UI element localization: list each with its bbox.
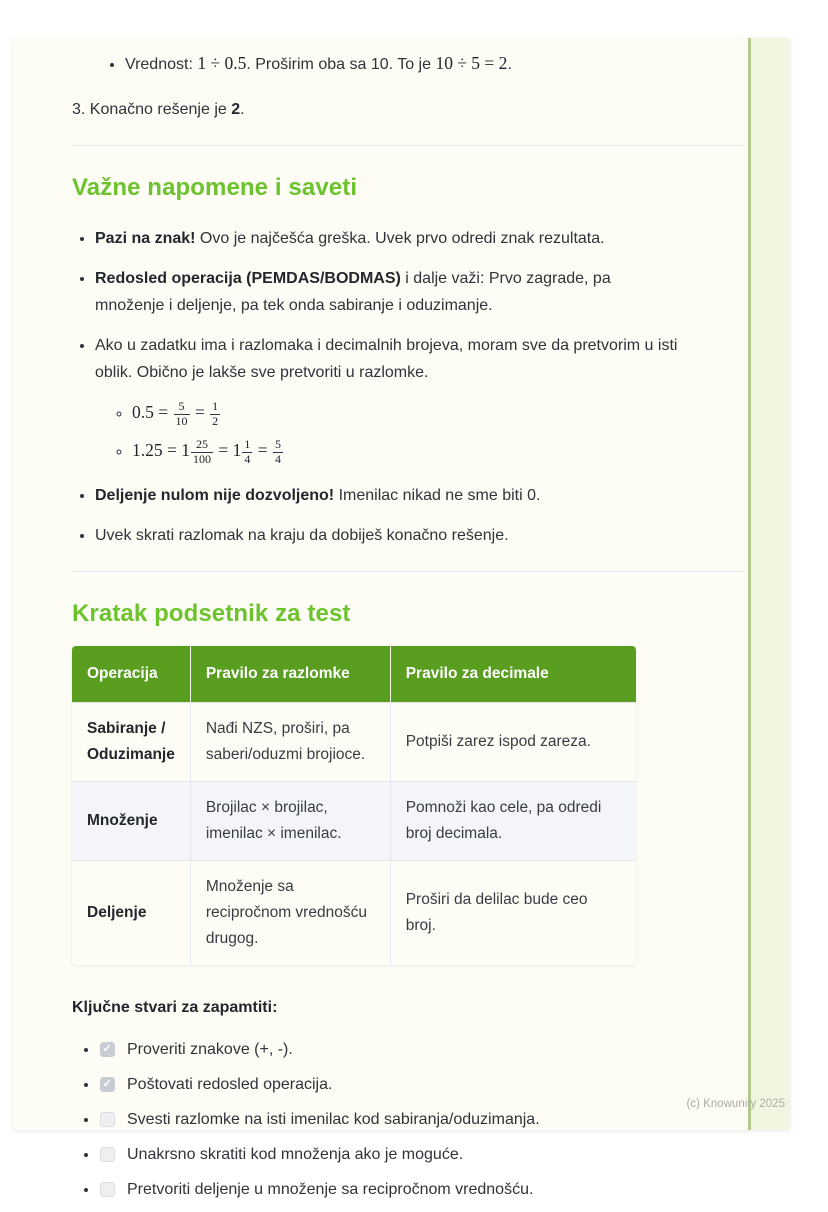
math-part: = 1: [214, 440, 242, 460]
list-item: [95, 225, 680, 252]
math-expression: [132, 399, 221, 428]
tip-bold: Deljenje nulom nije dozvoljeno!: [95, 487, 335, 504]
tip-text: Uvek skrati razlomak na kraju da dobiješ konačno rešenje.: [95, 527, 509, 544]
math-expression: 1 ÷ 0.5: [197, 53, 247, 73]
intro-text-mid: . Proširim oba sa 10. To je: [246, 56, 436, 73]
final-solution-pre: 3. Konačno rešenje je: [72, 101, 232, 118]
table-cell: Potpiši zarez ispod zareza.: [390, 703, 636, 782]
checkbox-unchecked-icon[interactable]: [100, 1182, 115, 1197]
math-expression: [132, 437, 284, 466]
final-solution-line: [72, 97, 745, 123]
page-edge-strip: [748, 38, 790, 1130]
intro-text-pre: Vrednost:: [125, 56, 198, 73]
table-cell: Brojilac × brojilac, imenilac × imenilac.: [190, 782, 390, 861]
fraction: [191, 438, 213, 466]
document-page: [13, 38, 790, 1198]
list-item: [125, 50, 745, 78]
table-cell: Proširi da delilac bude ceo broj.: [390, 861, 636, 966]
list-item: [99, 1177, 745, 1203]
checklist-title: Ključne stvari za zapamtiti:: [72, 999, 278, 1016]
table-row: [72, 782, 636, 861]
list-item: [99, 1107, 745, 1133]
fraction-numerator: 25: [196, 437, 208, 452]
math-examples-list: [107, 395, 680, 469]
fraction-denominator: 4: [275, 451, 281, 466]
checklist-label: Pretvoriti deljenje u množenje sa recipročnom vrednošću.: [127, 1181, 534, 1198]
tip-text: Ako u zadatku ima i razlomaka i decimalnih brojeva, moram sve da pretvorim u isti oblik. Obično je lakše sve pretvoriti u razlomke.: [95, 337, 678, 381]
table-header-cell: Operacija: [72, 646, 190, 703]
checklist: [72, 1037, 745, 1203]
fraction: [174, 400, 190, 428]
table-cell-operation: Množenje: [72, 782, 190, 861]
math-expression: 10 ÷ 5 = 2: [435, 53, 508, 73]
math-part: =: [190, 402, 210, 422]
checklist-label: Svesti razlomke na isti imenilac kod sabiranja/oduzimanja.: [127, 1111, 540, 1128]
intro-text-end: .: [507, 56, 512, 73]
fraction-denominator: 2: [212, 413, 219, 428]
tip-text: i dalje važi: Prvo zagrade, pa množenje i deljenje, pa tek onda sabiranje i oduzimanje.: [95, 270, 611, 314]
checkbox-unchecked-icon[interactable]: [100, 1112, 115, 1127]
section-divider: [72, 571, 745, 572]
fraction: [242, 438, 252, 466]
tip-text: Ovo je najčešća greška. Uvek prvo odredi znak rezultata.: [195, 230, 605, 247]
list-item: [95, 522, 680, 549]
list-item: [95, 265, 680, 319]
watermark: (c) Knowunity 2025: [686, 1098, 785, 1110]
section-heading-reminder: Kratak podsetnik za test: [72, 600, 351, 627]
section-heading-tips: Važne napomene i saveti: [72, 174, 358, 201]
fraction-numerator: 1: [244, 437, 251, 452]
math-part: =: [253, 440, 272, 460]
table-header-cell: Pravilo za razlomke: [190, 646, 390, 703]
list-item: [99, 1037, 745, 1063]
tip-text: Imenilac nikad ne sme biti 0.: [334, 487, 541, 504]
table-header-row: [72, 646, 636, 703]
table-cell: Pomnoži kao cele, pa odredi broj decimala.: [390, 782, 636, 861]
table-cell: Nađi NZS, proširi, pa saberi/oduzmi brojioce.: [190, 703, 390, 782]
math-part: 1.25 = 1: [132, 440, 190, 460]
fraction-numerator: 1: [212, 399, 219, 414]
table-header-cell: Pravilo za decimale: [390, 646, 636, 703]
checkbox-checked-icon[interactable]: [100, 1077, 115, 1092]
fraction-denominator: 10: [175, 413, 188, 428]
checkbox-unchecked-icon[interactable]: [100, 1147, 115, 1162]
checklist-label: Poštovati redosled operacija.: [127, 1076, 333, 1093]
fraction-denominator: 100: [193, 451, 211, 466]
fraction-numerator: 5: [178, 399, 185, 414]
fraction-denominator: 4: [244, 451, 251, 466]
section-divider: [72, 145, 745, 146]
intro-sub-list: [107, 50, 745, 78]
math-part: 0.5 =: [132, 402, 173, 422]
checklist-label: Unakrsno skratiti kod množenja ako je moguće.: [127, 1146, 464, 1163]
final-solution-end: .: [240, 101, 245, 118]
tip-bold: Pazi na znak!: [95, 230, 196, 247]
list-item: [95, 332, 680, 469]
checkbox-checked-icon[interactable]: [100, 1042, 115, 1057]
checklist-label: Proveriti znakove (+, -).: [127, 1041, 293, 1058]
list-item: [132, 433, 680, 469]
reminder-table: [72, 646, 636, 965]
tips-list: [72, 225, 680, 549]
document-content: [72, 42, 745, 1212]
table-row: [72, 703, 636, 782]
table-cell-operation: Sabiranje / Oduzimanje: [72, 703, 190, 782]
list-item: [132, 395, 680, 431]
table-cell-operation: Deljenje: [72, 861, 190, 966]
table-cell: Množenje sa recipročnom vrednošću drugog.: [190, 861, 390, 966]
final-solution-value: 2: [231, 101, 241, 118]
tip-bold: Redosled operacija (PEMDAS/BODMAS): [95, 270, 401, 287]
list-item: [99, 1142, 745, 1168]
fraction: [210, 400, 220, 428]
list-item: [95, 482, 680, 509]
fraction-numerator: 5: [275, 437, 281, 452]
list-item: [99, 1072, 745, 1098]
reminder-table-wrap: [72, 646, 636, 965]
table-row: [72, 861, 636, 966]
fraction: [273, 438, 283, 466]
